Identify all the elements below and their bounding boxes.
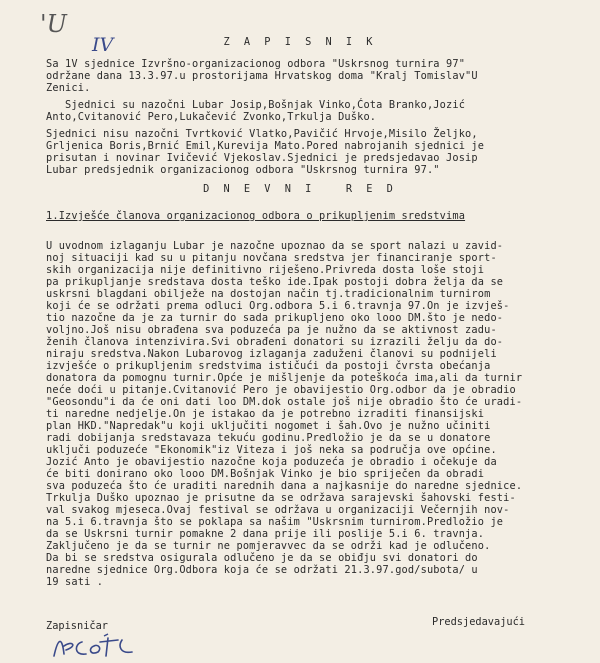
body-line: Da bi se sredstva osigurala odlučeno je da se obiđju svi donatori do [46,552,478,564]
present-line: Sjednici su nazočni Lubar Josip,Bošnjak Vinko,Ćota Branko,Jozić [46,99,466,111]
body-line: uskrsni blagdani obilježe na dostojan način tj.tradicionalnim turnirom [46,288,491,300]
body-line: da se Uskrsni turnir pomakne 2 dana prije ili poslije 5.i 6. travnja. [46,528,485,540]
body-line: 19 sati . [46,576,104,588]
absent-line: prisutan i novinar Ivičević Vjekoslav.Sjednici je predsjedavao Josip [46,152,478,164]
body-line: naredne sjednice Org.Odbora koja će se održati 21.3.97.god/subota/ u [46,564,478,576]
body-line: niraju sredstva.Nakon Lubarovog izlaganja zaduženi članovi su podnijeli [46,348,497,360]
body-line: U uvodnom izlaganju Lubar je nazočne upoznao da se sport nalazi u zavid- [46,240,504,252]
body-line: Trkulja Duško upoznao je prisutne da se održava sarajevski šahovski festi- [46,492,516,504]
body-line: će biti donirano oko looo DM.Bošnjak Vinko je bio spriječen da obradi [46,468,485,480]
chair-label: Predsjedavajući [432,616,525,628]
document-title: Z A P I S N I K [223,36,377,48]
handwritten-roman-numeral: IV [92,34,114,56]
body-line: ti naredne nedjelje.On je istakao da je potrebno izraditi finansijski [46,408,485,420]
body-line: plan HKD."Napredak"u koji uključiti nogomet i šah.Ovo je nužno učiniti [46,420,491,432]
intro-line: Sa 1V sjednice Izvršno-organizacionog odbora "Uskrsnog turnira 97" [46,58,466,70]
agenda-item: 1.Izvješće članova organizacionog odbora o prikupljenim sredstvima [46,210,466,222]
present-line: Anto,Cvitanović Pero,Lukačević Zvonko,Trkulja Duško. [46,111,377,123]
body-line: skih organizacija nije definitivno riješeno.Privreda dosta loše stoji [46,264,485,276]
absent-line: Lubar predsjednik organizacionog odbora "Uskrsnog turnira 97." [46,164,440,176]
body-line: izvješće o prikupljenim sredstvima ističući da postoji čvrsta obećanja [46,360,491,372]
body-line: pa prikupljanje sredstava dosta teško ide.Ipak postoji dobra želja da se [46,276,504,288]
body-line: ženih članova intenzivira.Svi obrađeni donatori su izrazili želju da do- [46,336,504,348]
absent-line: Sjednici nisu nazočni Tvrtković Vlatko,Pavičić Hrvoje,Misilo Željko, [46,128,478,140]
body-line: voljno.Još nisu obrađena sva poduzeća pa je nužno da se aktivnost zadu- [46,324,497,336]
body-line: uključi poduzeće "Ekonomik"iz Viteza i još neka sa područja ove općine. [46,444,497,456]
handwritten-mark: 'U [40,10,67,38]
body-line: "Geosondu"i da će oni dati loo DM.dok ostale još nije obradio što će uradi- [46,396,523,408]
body-line: noj situaciji kad su u pitanju novčana sredstva jer financiranje sport- [46,252,497,264]
body-line: koji će se održati prema odluci Org.odbora 5.i 6.travnja 97.On je izvješ- [46,300,510,312]
recorder-label: Zapisničar [46,620,108,632]
body-line: sva poduzeća što će uraditi narednih dana a najkasnije do naredne sjednice. [46,480,523,492]
absent-line: Grljenica Boris,Brnić Emil,Kurevija Mato.Pored nabrojanih sjednici je [46,140,485,152]
intro-line: održane dana 13.3.97.u prostorijama Hrvatskog doma "Kralj Tomislav"U [46,70,478,82]
handwritten-signature [48,632,168,660]
body-line: neće doći u pitanje.Cvitanović Pero je obavijestio Org.odbor da je obradio [46,384,516,396]
body-line: Zaključeno je da se turnir ne pomjeravvec da se održi kad je odlučeno. [46,540,491,552]
body-line: val svakog mjeseca.Ovaj festival se održava u organizaciji Večernjih nov- [46,504,510,516]
body-line: na 5.i 6.travnja što se poklapa sa našim "Uskrsnim turnirom.Predložio je [46,516,504,528]
body-line: tio nazočne da je za turnir do sada prikupljeno oko looo DM.što je nedo- [46,312,504,324]
intro-line: Zenici. [46,82,91,94]
agenda-title: D N E V N I R E D [203,183,397,195]
body-line: radi dobijanja sredstavaza tekuću godinu.Predložio je da se u donatore [46,432,491,444]
body-line: donatora da pomognu turnir.Opće je mišljenje da poteškoća ima,ali da turnir [46,372,523,384]
body-line: Jozić Anto je obavijestio nazočne koja poduzeća je obradio i očekuje da [46,456,497,468]
